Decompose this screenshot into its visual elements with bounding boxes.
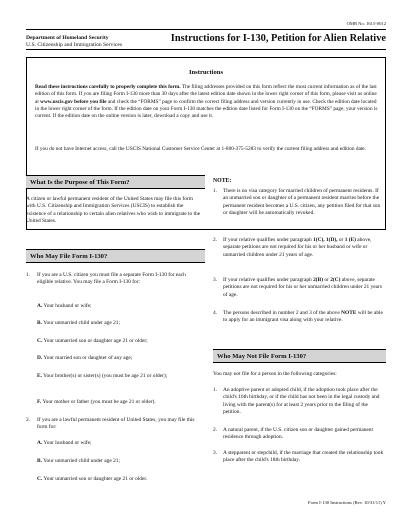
agency-block (26, 35, 122, 49)
not-file-item-text: An adoptive parent or adopted child, if the adoption took place after the child's 16th birthday, or if the child has not been in the legal custody and living with the parent(s) for at least 2 years prior to the filing of the petition. (223, 387, 380, 415)
who-may-file-item-number: 1. (26, 272, 31, 278)
instructions-paragraph-1 (35, 84, 379, 120)
agency-name: U.S. Citizenship and Immigration Services (26, 42, 123, 48)
form-title: Instructions for I-130, Petition for Alien Relative (170, 33, 386, 44)
sub-item: C. Your unmarried son or daughter age 21 or older; (37, 338, 148, 344)
sub-item: B. Your unmarried child under age 21; (37, 458, 120, 464)
header-rule-bottom (26, 49, 386, 50)
note-item-number: 3. (213, 277, 218, 283)
purpose-heading: What Is the Purpose of This Form? (26, 175, 205, 189)
note-item-text: There is no visa category for married children of permanent residents. If an unmarried son or daughter of a permanent resident marries before the permanent resident becomes a U.S. citizen, any petition filed for that son or daughter will be automatically revoked. (223, 188, 381, 216)
note-item-number: 1. (213, 188, 218, 194)
who-may-not-file-intro: You may not file for a person in the following categories: (213, 371, 337, 377)
not-file-item-number: 2. (213, 427, 218, 433)
not-file-item-text: A natural parent, if the U.S. citizen son or daughter gained permanent residence through adoption. (223, 427, 373, 441)
sub-item: D. Your married son or daughter of any age; (37, 355, 133, 361)
instructions-paragraph-2: If you do not have Internet access, call the USCIS National Customer Service Center at 1-800-375-5283 to verify the current filing address and edition date. (35, 146, 366, 152)
instructions-lead: Read these instructions carefully to properly complete this form. (35, 84, 181, 90)
instructions-heading: Instructions (188, 69, 224, 76)
sub-item: B. Your unmarried child under age 21; (37, 320, 120, 326)
sub-item: A. Your husband or wife; (37, 303, 92, 309)
purpose-text: A citizen or lawful permanent resident of the United States may file this form with U.S. Citizenship and Immigration Services (USCIS) to establish the existence of a relationship to certain alien relatives who wish to immigrate to the United States. (26, 196, 201, 224)
instructions-text-b: and check the “FORMS” page to confirm the correct filing address and version currently in use. Check the edition date located in the lower right corner of the form. If the edition date on your Form I-130 matches the edition date listed for Form I-130 on the “FORMS” page, your version is current. If the edition date on the online version is later, download a copy and use it. (35, 98, 378, 120)
form-revision-footer: Form I-130 Instructions (Rev. 10/31/11) Y (308, 500, 386, 505)
who-may-file-item-text: If you are a lawful permanent resident of United States, you may file this form for: (37, 417, 195, 431)
department-name: Department of Homeland Security (26, 35, 109, 41)
sub-item: E. Your brother(s) or sister(s) (you must be age 21 or older); (37, 373, 168, 379)
header-rule-top (26, 29, 386, 30)
sub-item: F. Your mother or father (you must be age 21 or older). (37, 399, 156, 405)
not-file-item-number: 3. (213, 450, 218, 456)
sub-item: C. Your unmarried son or daughter age 21 or older. (37, 476, 148, 482)
note-heading: NOTE: (213, 178, 232, 184)
who-may-file-item-text: If you are a U.S. citizen you must file a separate Form I-130 for each eligible relative. You may file a Form I-130 for: (37, 272, 186, 286)
note-item-text: If your relative qualifies under paragraph 2(B) or 2(C) above, separate petitions are not required for his or her unmarried children under 21 years of age. (223, 277, 382, 298)
sub-item: A. Your husband or wife; (37, 440, 92, 446)
right-column (213, 175, 386, 464)
not-file-item-number: 1. (213, 387, 218, 393)
who-may-file-heading: Who May File Form I-130? (26, 249, 205, 263)
left-column (26, 175, 205, 482)
note-item-number: 2. (213, 237, 218, 243)
not-file-item-text: A stepparent or stepchild, if the marriage that created the relationship took place after the child's 18th birthday. (223, 450, 384, 464)
note-item-text: If your relative qualifies under paragraph 1(C), 1(D), or 1 (E) above, separate petitions are not required for his or her husband or wife or unmarried children under 21 years of age. (223, 237, 372, 258)
instructions-text-a: The filing addresses provided on this form reflect the most current information as of the last edition of this form. If you are filing Form I-130 more than 30 days after the latest edition date shown in the lower right corner of this form, please visit us online at (35, 84, 377, 105)
who-may-file-item-number: 2. (26, 417, 31, 423)
omb-number: OMB No. 1615-0012 (346, 21, 386, 26)
note-item-number: 4. (213, 310, 218, 316)
note-item-text: The persons described in number 2 and 3 of the above NOTE will be able to apply for an immigrant visa along with your relative. (223, 310, 383, 324)
who-may-not-file-heading: Who May Not File Form I-130? (213, 349, 386, 363)
uscis-link[interactable]: www.uscis.gov before you file (40, 98, 107, 105)
